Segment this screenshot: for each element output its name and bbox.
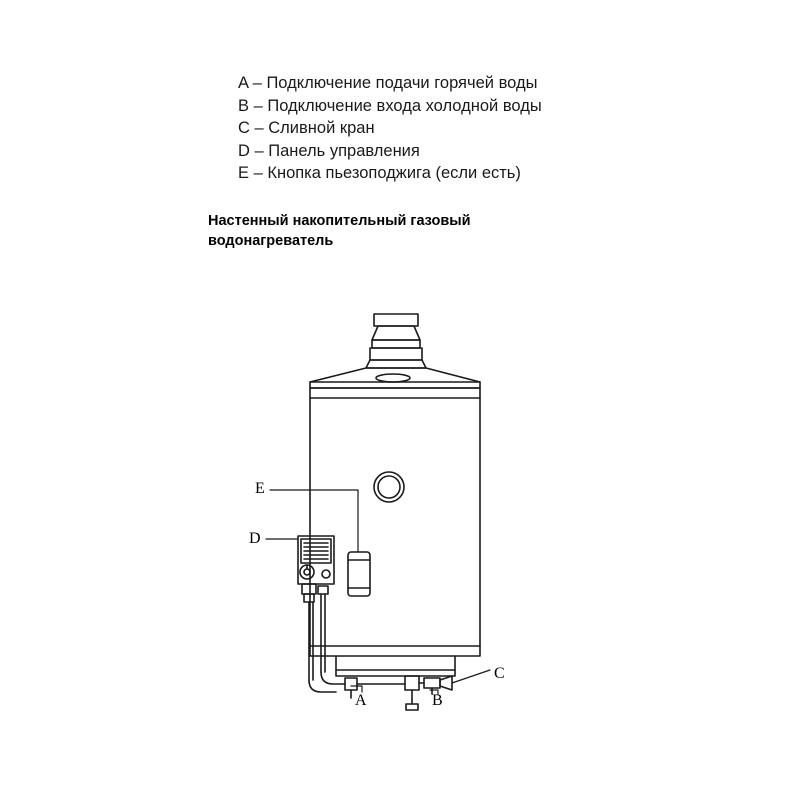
inspection-port-icon [374, 472, 404, 502]
top-shroud [310, 368, 480, 388]
legend-item-c: C – Сливной кран [238, 119, 375, 137]
figure-caption-line-2: водонагреватель [208, 233, 334, 249]
callout-label-c: C [494, 665, 505, 682]
tank-body [310, 388, 480, 656]
flue-pipe-icon [366, 314, 426, 368]
callout-label-e: E [255, 480, 265, 497]
callout-label-d: D [249, 530, 261, 547]
legend-item-b: B – Подключение входа холодной воды [238, 96, 542, 115]
piezo-button-icon [348, 552, 370, 596]
legend-item-a: A – Подключение подачи горячей воды [238, 74, 538, 92]
legend-item-d: D – Панель управления [238, 141, 420, 160]
control-panel-icon [298, 536, 334, 584]
bottom-skirt [336, 656, 455, 676]
callout-leaders [266, 490, 490, 694]
callout-label-b: B [432, 692, 443, 709]
figure-caption-line-1: Настенный накопительный газовый [208, 213, 471, 229]
legend-item-e: E – Кнопка пьезоподжига (если есть) [238, 164, 521, 182]
callout-label-a: A [355, 692, 367, 709]
